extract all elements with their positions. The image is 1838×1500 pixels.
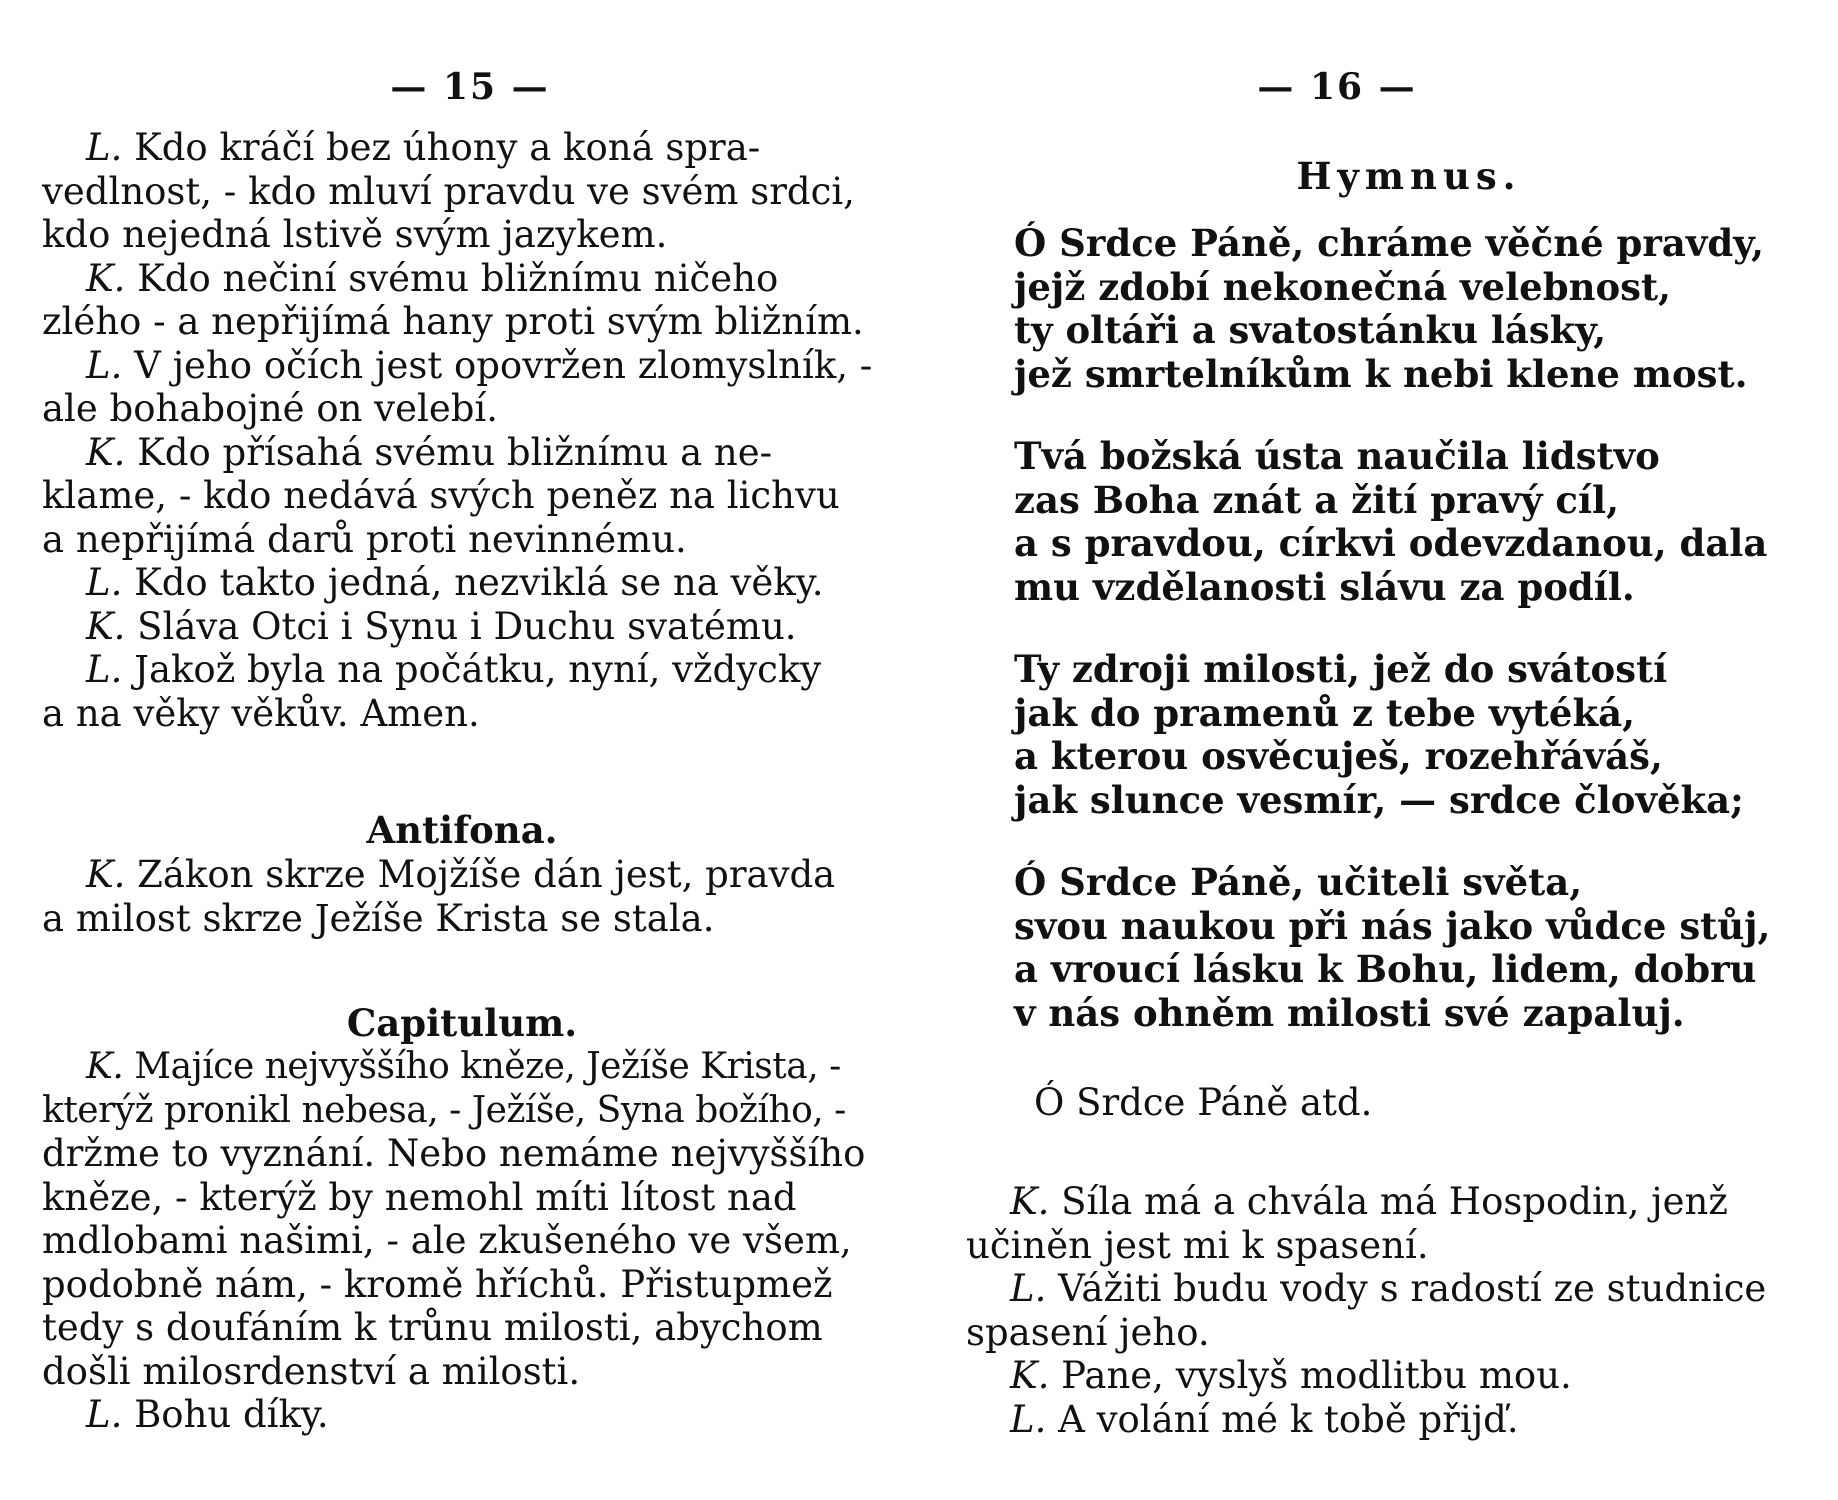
text-line — [42, 126, 882, 170]
line-text: Kdo takto jedná, nezviklá se na věky. — [122, 561, 824, 604]
line-text: zlého - a nepřijímá hany proti svým bližním. — [42, 300, 864, 343]
line-text: Kdo přísahá svému bližnímu a ne- — [125, 430, 773, 474]
stanza-line: jež smrtelníkům k nebi klene most. — [1014, 351, 1748, 396]
versicle-marker: L. — [86, 126, 123, 169]
text-line — [42, 1350, 882, 1394]
line-text: kterýž pronikl nebesa, - Ježíše, Syna božího, - — [42, 1089, 846, 1131]
stanza-line: jak slunce vesmír, — srdce člověka; — [1014, 777, 1744, 822]
text-line — [42, 387, 882, 431]
hymn-stanza-4 — [1014, 861, 1824, 1035]
versicle-marker: K. — [1010, 1354, 1050, 1397]
text-line — [42, 1132, 882, 1176]
line-text: a na věky věkův. Amen. — [42, 691, 480, 735]
text-line — [42, 170, 882, 214]
line-text: V jeho očích jest opovržen zlomyslník, - — [122, 343, 873, 387]
stanza-line: ty oltáři a svatostánku lásky, — [1014, 308, 1607, 352]
line-text: držme to vyznání. Nebo nemáme nejvyššího — [42, 1132, 866, 1175]
hymn-stanza-1 — [1014, 222, 1824, 396]
versicle-marker: K. — [86, 430, 126, 474]
line-text: Bohu díky. — [122, 1393, 329, 1436]
line-text: Kdo kráčí bez úhony a koná spra- — [122, 126, 761, 169]
line-text: spasení jeho. — [966, 1310, 1210, 1354]
stanza-line: Ó Srdce Páně, chráme věčné pravdy, — [1014, 221, 1765, 265]
line-text: učiněn jest mi k spasení. — [966, 1223, 1429, 1267]
text-line — [966, 1354, 1824, 1398]
capitulum-text — [42, 1045, 882, 1437]
stanza-line: a vroucí lásku k Bohu, lidem, dobru — [1014, 947, 1757, 991]
line-text: a milost skrze Ježíše Krista se stala. — [42, 896, 715, 940]
psalm-end-text — [42, 126, 882, 735]
line-text: A volání mé k tobě přijď. — [1046, 1397, 1519, 1441]
stanza-line: zas Boha znát a žití pravý cíl, — [1014, 477, 1619, 522]
hymnus-heading: Hymnus. — [1296, 154, 1522, 198]
line-text: vedlnost, - kdo mluví pravdu ve svém srdci, — [42, 169, 855, 213]
text-line — [42, 1089, 882, 1133]
line-text: kněze, - kterýž by nemohl míti lítost nad — [42, 1175, 797, 1219]
text-line — [42, 1306, 882, 1350]
text-line — [42, 1393, 882, 1437]
antifona-text — [42, 853, 882, 940]
stanza-line: a s pravdou, církvi odevzdanou, dala — [1014, 521, 1768, 565]
text-line — [42, 518, 882, 562]
versicle-marker: K. — [86, 853, 126, 896]
text-line — [966, 1311, 1824, 1355]
page-number-left: — 15 — — [390, 66, 550, 108]
versicle-marker: L. — [86, 1393, 123, 1436]
line-text: Vážiti budu vody s radostí ze studnice — [1046, 1267, 1767, 1310]
text-line — [966, 1267, 1824, 1311]
text-line — [42, 431, 882, 475]
page-number-right: — 16 — — [1257, 66, 1417, 108]
text-line — [42, 1219, 882, 1263]
capitulum-heading: Capitulum. — [346, 1001, 578, 1045]
line-text: Majíce nejvyššího kněze, Ježíše Krista, - — [123, 1046, 841, 1087]
hymn-stanza-2 — [1014, 435, 1824, 609]
text-line — [42, 1263, 882, 1307]
text-line — [42, 561, 882, 605]
versicle-marker: K. — [86, 604, 126, 648]
line-text: tedy s doufáním k trůnu milosti, abychom — [42, 1306, 823, 1349]
line-text: Síla má a chvála má Hospodin, jenž — [1049, 1180, 1728, 1223]
text-line — [966, 1398, 1824, 1442]
versicle-marker: L. — [1010, 1397, 1047, 1441]
line-text: kdo nejedná lstivě svým jazykem. — [42, 213, 668, 256]
line-text: a nepřijímá darů proti nevinnému. — [42, 517, 687, 561]
stanza-line: jak do pramenů z tebe vytéká, — [1014, 690, 1635, 735]
line-text: Sláva Otci i Synu i Duchu svatému. — [125, 604, 797, 648]
versicle-marker: L. — [1010, 1267, 1047, 1310]
versicle-marker: L. — [86, 343, 123, 387]
text-line — [42, 1176, 882, 1220]
stanza-line: Ó Srdce Páně, učiteli světa, — [1014, 860, 1583, 904]
stanza-line: svou naukou při nás jako vůdce stůj, — [1014, 903, 1771, 948]
text-line — [42, 213, 882, 257]
antifona-heading: Antifona. — [366, 808, 558, 852]
line-text: mdlobami našimi, - ale zkušeného ve všem, — [42, 1219, 852, 1262]
stanza-line: jejž zdobí nekonečná velebnost, — [1014, 264, 1671, 309]
line-text: klame, - kdo nedává svých peněz na lichvu — [42, 474, 840, 517]
versicle-marker: L. — [86, 648, 123, 691]
line-text: Kdo nečiní svému bližnímu ničeho — [125, 256, 779, 300]
line-text: Jakož byla na počátku, nyní, vždycky — [122, 648, 822, 691]
text-line — [966, 1224, 1824, 1268]
stanza-line: mu vzdělanosti slávu za podíl. — [1014, 564, 1635, 609]
line-text: ale bohabojné on velebí. — [42, 387, 498, 430]
stanza-line: a kterou osvěcuješ, rozehřáváš, — [1014, 734, 1663, 778]
line-text: Zákon skrze Mojžíše dán jest, pravda — [125, 853, 836, 896]
versicle-marker: K. — [86, 256, 126, 300]
text-line — [42, 1045, 882, 1089]
line-text: Pane, vyslyš modlitbu mou. — [1049, 1354, 1572, 1397]
versicle-marker: K. — [86, 1046, 124, 1087]
text-line — [42, 257, 882, 301]
line-text: podobně nám, - kromě hříchů. Přistupmež — [42, 1262, 833, 1306]
line-text: došli milosrdenství a milosti. — [42, 1349, 581, 1393]
versicle-marker: K. — [1010, 1180, 1050, 1223]
text-line — [42, 344, 882, 388]
text-line — [42, 474, 882, 518]
text-line — [42, 605, 882, 649]
text-line — [42, 692, 882, 736]
text-line — [42, 853, 882, 897]
stanza-line: Ty zdroji milosti, jež do svátostí — [1014, 647, 1668, 691]
stanza-line: v nás ohněm milosti své zapaluj. — [1014, 990, 1685, 1035]
hymn-stanza-3 — [1014, 648, 1824, 822]
stanza-line: Tvá božská ústa naučila lidstvo — [1014, 434, 1660, 478]
text-line — [42, 300, 882, 344]
versicle-marker: L. — [86, 561, 123, 604]
text-line — [966, 1180, 1824, 1224]
text-line — [42, 897, 882, 941]
text-line — [42, 648, 882, 692]
versicles-text — [966, 1180, 1824, 1441]
hymn-refrain: Ó Srdce Páně atd. — [1034, 1081, 1373, 1124]
